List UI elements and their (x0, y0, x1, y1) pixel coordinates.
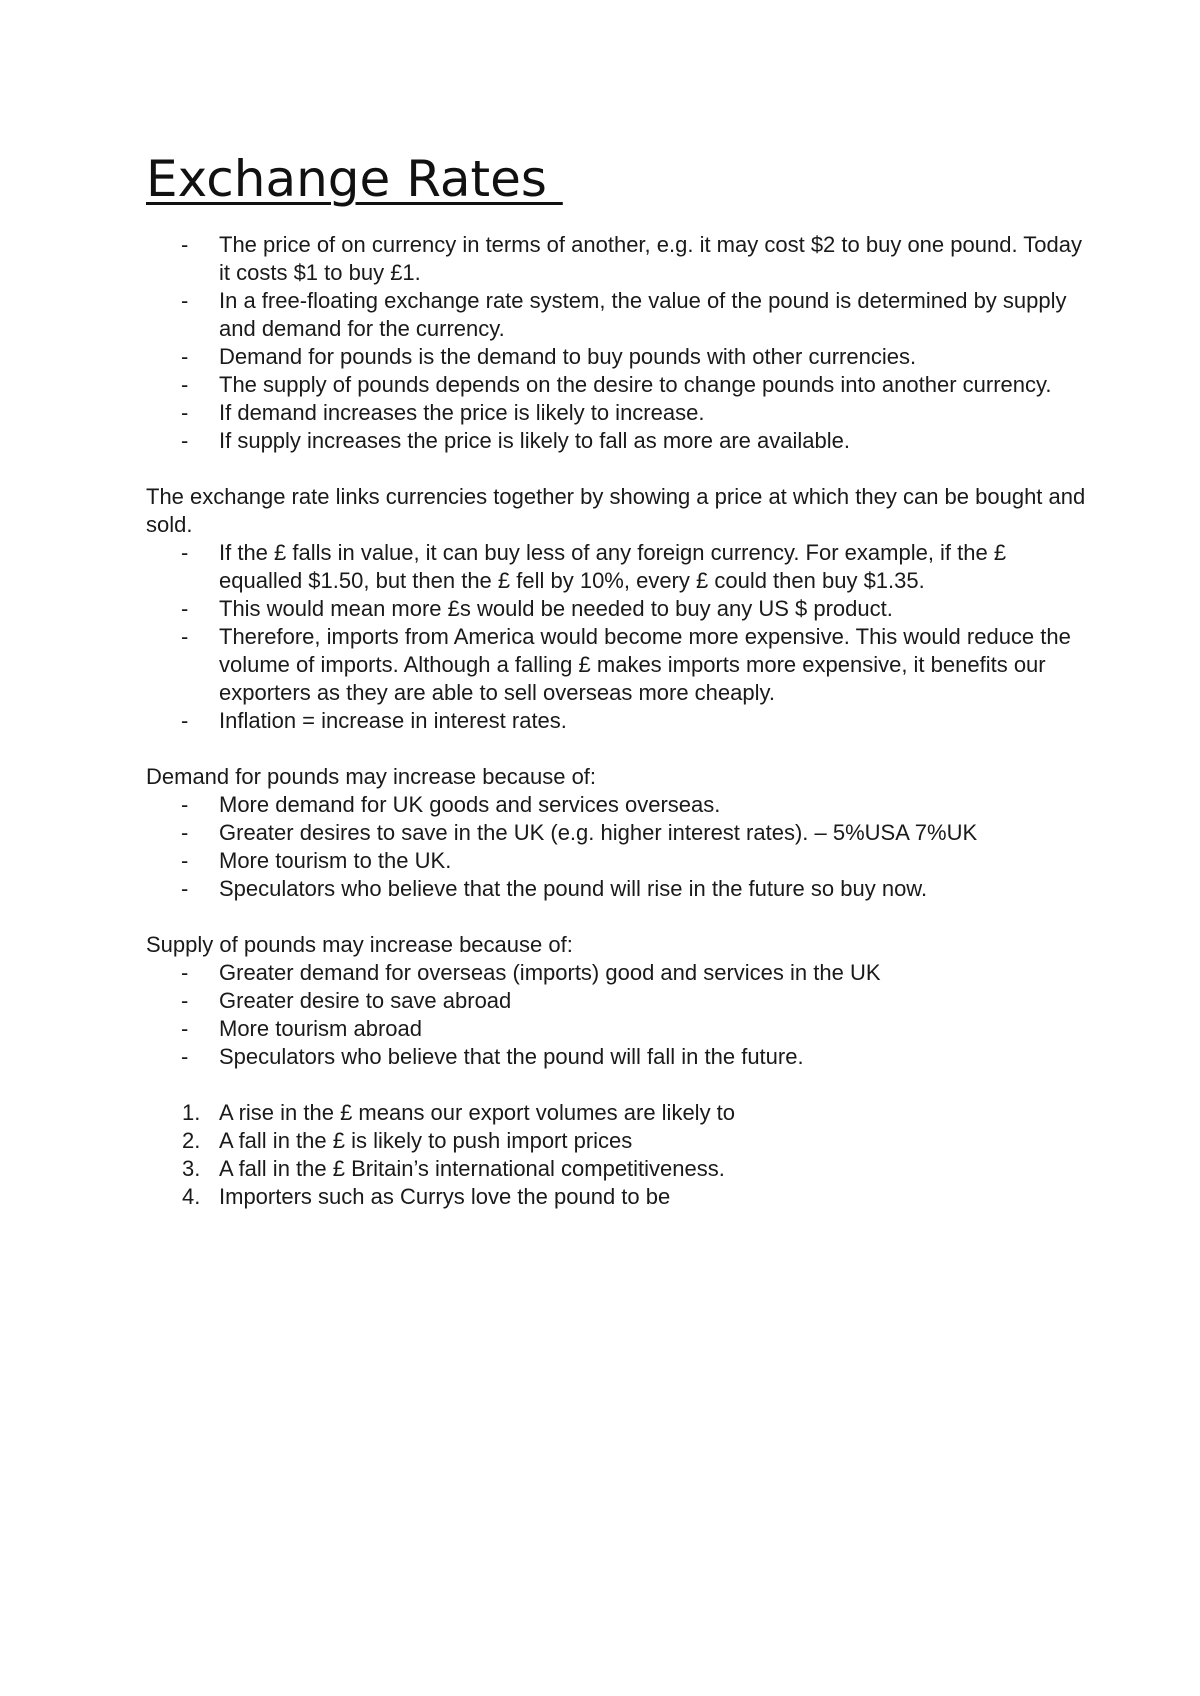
list-item-text: More tourism abroad (219, 1016, 422, 1041)
dash-marker: - (181, 960, 189, 985)
list-item-text: Inflation = increase in interest rates. (219, 708, 567, 733)
numbered-questions-list (146, 1099, 1086, 1211)
number-marker: 1. (182, 1100, 201, 1125)
list-item-text: Greater desires to save in the UK (e.g. higher interest rates). – 5%USA 7%UK (219, 820, 978, 845)
dash-marker: - (181, 988, 189, 1013)
numbered-item-text: Importers such as Currys love the pound to be (219, 1184, 671, 1209)
page-title: Exchange Rates (146, 150, 563, 208)
numbered-item (146, 1127, 1086, 1155)
numbered-item-text: A fall in the £ Britain’s international competitiveness. (219, 1156, 725, 1181)
dash-marker: - (181, 400, 189, 425)
list-item (146, 595, 1086, 623)
list-item-text: Demand for pounds is the demand to buy pounds with other currencies. (219, 344, 917, 369)
list-item (146, 427, 1086, 455)
list-item-text: If demand increases the price is likely to increase. (219, 400, 705, 425)
list-item (146, 819, 1086, 847)
numbered-item-text: A fall in the £ is likely to push import prices (219, 1128, 633, 1153)
list-item-text: Greater desire to save abroad (219, 988, 512, 1013)
paragraph-exchange-rate: The exchange rate links currencies together by showing a price at which they can be bought and sold. (146, 484, 1086, 537)
list-item-text: This would mean more £s would be needed to buy any US $ product. (219, 596, 893, 621)
numbered-item-text: A rise in the £ means our export volumes are likely to (219, 1100, 736, 1125)
dash-marker: - (181, 232, 189, 257)
dash-marker: - (181, 876, 189, 901)
list-item (146, 343, 1086, 371)
dash-marker: - (181, 372, 189, 397)
list-item-text: Therefore, imports from America would become more expensive. This would reduce the volume of imports. Although a falling £ makes imports more expensive, it benefits our exporters as they are able to sell overseas more cheaply. (219, 624, 1071, 705)
list-item-text: If supply increases the price is likely to fall as more are available. (219, 428, 850, 453)
list-item (146, 371, 1086, 399)
spacer (146, 903, 1086, 931)
spacer (146, 735, 1086, 763)
dash-marker: - (181, 624, 189, 649)
dash-marker: - (181, 708, 189, 733)
list-item (146, 1015, 1086, 1043)
dash-marker: - (181, 540, 189, 565)
numbered-item (146, 1099, 1086, 1127)
dash-marker: - (181, 1044, 189, 1069)
list-item-text: More demand for UK goods and services overseas. (219, 792, 721, 817)
spacer (146, 455, 1086, 483)
list-item (146, 231, 1086, 287)
supply-reasons-list (146, 959, 1086, 1071)
dash-marker: - (181, 596, 189, 621)
list-item (146, 539, 1086, 595)
list-item-text: Speculators who believe that the pound will rise in the future so buy now. (219, 876, 928, 901)
definition-list (146, 231, 1086, 455)
falling-pound-list (146, 539, 1086, 735)
document-body (146, 231, 1086, 1211)
list-item-text: In a free-floating exchange rate system, the value of the pound is determined by supply and demand for the currency. (219, 288, 1067, 341)
dash-marker: - (181, 428, 189, 453)
list-item (146, 623, 1086, 707)
numbered-item (146, 1183, 1086, 1211)
number-marker: 3. (182, 1156, 201, 1181)
demand-reasons-list (146, 791, 1086, 903)
list-item (146, 399, 1086, 427)
numbered-item (146, 1155, 1086, 1183)
paragraph-demand-heading: Demand for pounds may increase because of: (146, 764, 597, 789)
list-item-text: Speculators who believe that the pound will fall in the future. (219, 1044, 804, 1069)
list-item-text: If the £ falls in value, it can buy less of any foreign currency. For example, if the £ equalled $1.50, but then the £ fell by 10%, every £ could then buy $1.35. (219, 540, 1007, 593)
list-item-text: The supply of pounds depends on the desire to change pounds into another currency. (219, 372, 1052, 397)
number-marker: 4. (182, 1184, 201, 1209)
list-item (146, 287, 1086, 343)
list-item (146, 791, 1086, 819)
dash-marker: - (181, 792, 189, 817)
list-item (146, 987, 1086, 1015)
list-item (146, 959, 1086, 987)
list-item (146, 707, 1086, 735)
dash-marker: - (181, 848, 189, 873)
dash-marker: - (181, 288, 189, 313)
dash-marker: - (181, 344, 189, 369)
list-item (146, 847, 1086, 875)
list-item-text: The price of on currency in terms of another, e.g. it may cost $2 to buy one pound. Today it costs $1 to buy £1. (219, 232, 1082, 285)
dash-marker: - (181, 1016, 189, 1041)
document-content (146, 148, 1086, 1211)
list-item-text: More tourism to the UK. (219, 848, 452, 873)
number-marker: 2. (182, 1128, 201, 1153)
spacer (146, 1071, 1086, 1099)
list-item-text: Greater demand for overseas (imports) good and services in the UK (219, 960, 881, 985)
paragraph-supply-heading: Supply of pounds may increase because of: (146, 932, 573, 957)
list-item (146, 875, 1086, 903)
list-item (146, 1043, 1086, 1071)
dash-marker: - (181, 820, 189, 845)
